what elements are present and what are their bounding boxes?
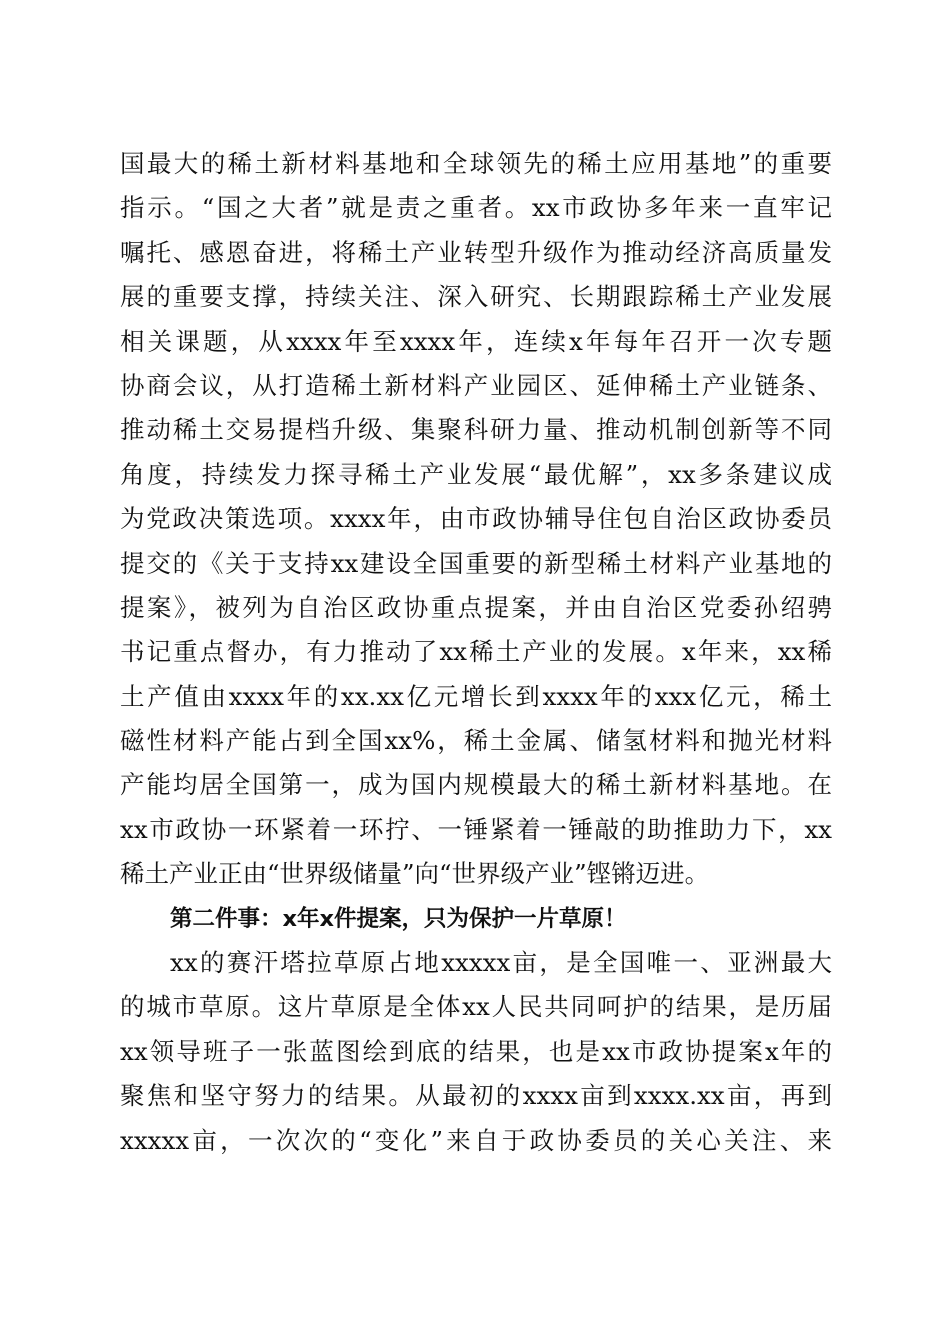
text-line: 产能均居全国第一，成为国内规模最大的稀土新材料基地。在 (120, 770, 832, 800)
text-line: 指示。“国之大者”就是责之重者。xx市政协多年来一直牢记 (120, 193, 832, 223)
text-line: xx的赛汗塔拉草原占地xxxxx亩，是全国唯一、亚洲最大 (170, 948, 832, 978)
text-line: 角度，持续发力探寻稀土产业发展“最优解”，xx多条建议成 (120, 459, 832, 489)
text-line: 的城市草原。这片草原是全体xx人民共同呵护的结果，是历届 (120, 992, 832, 1022)
text-line: 土产值由xxxx年的xx.xx亿元增长到xxxx年的xxx亿元，稀土 (120, 681, 832, 711)
text-line: xx市政协一环紧着一环拧、一锤紧着一锤敲的助推助力下，xx (120, 814, 832, 844)
text-line: 书记重点督办，有力推动了xx稀土产业的发展。x年来，xx稀 (120, 637, 832, 667)
text-line: 提案》，被列为自治区政协重点提案，并由自治区党委孙绍骋 (120, 592, 832, 622)
text-line: xx领导班子一张蓝图绘到底的结果，也是xx市政协提案x年的 (120, 1036, 832, 1066)
text-line: 稀土产业正由“世界级储量”向“世界级产业”铿锵迈进。 (120, 859, 710, 889)
text-line: 展的重要支撑，持续关注、深入研究、长期跟踪稀土产业发展 (120, 282, 832, 312)
text-line: 提交的《关于支持xx建设全国重要的新型稀土材料产业基地的 (120, 548, 832, 578)
text-line: 为党政决策选项。xxxx年，由市政协辅导住包自治区政协委员 (120, 504, 832, 534)
paragraph-grassland (120, 941, 832, 1163)
text-line: 推动稀土交易提档升级、集聚科研力量、推动机制创新等不同 (120, 415, 832, 445)
section-heading: 第二件事：x年x件提案，只为保护一片草原！ (170, 905, 627, 932)
text-line: 国最大的稀土新材料基地和全球领先的稀土应用基地”的重要 (120, 149, 832, 178)
text-line: 相关课题，从xxxx年至xxxx年，连续x年每年召开一次专题 (120, 326, 832, 356)
text-line: 嘱托、感恩奋进，将稀土产业转型升级作为推动经济高质量发 (120, 237, 832, 267)
text-line: 磁性材料产能占到全国xx%，稀土金属、储氢材料和抛光材料 (120, 726, 832, 756)
text-line: xxxxx亩，一次次的“变化”来自于政协委员的关心关注、来 (120, 1125, 832, 1155)
text-line: 聚焦和坚守努力的结果。从最初的xxxx亩到xxxx.xx亩，再到 (120, 1081, 832, 1111)
text-line: 协商会议，从打造稀土新材料产业园区、延伸稀土产业链条、 (120, 370, 832, 400)
document-body (120, 142, 832, 1163)
paragraph-rare-earth (120, 142, 832, 897)
